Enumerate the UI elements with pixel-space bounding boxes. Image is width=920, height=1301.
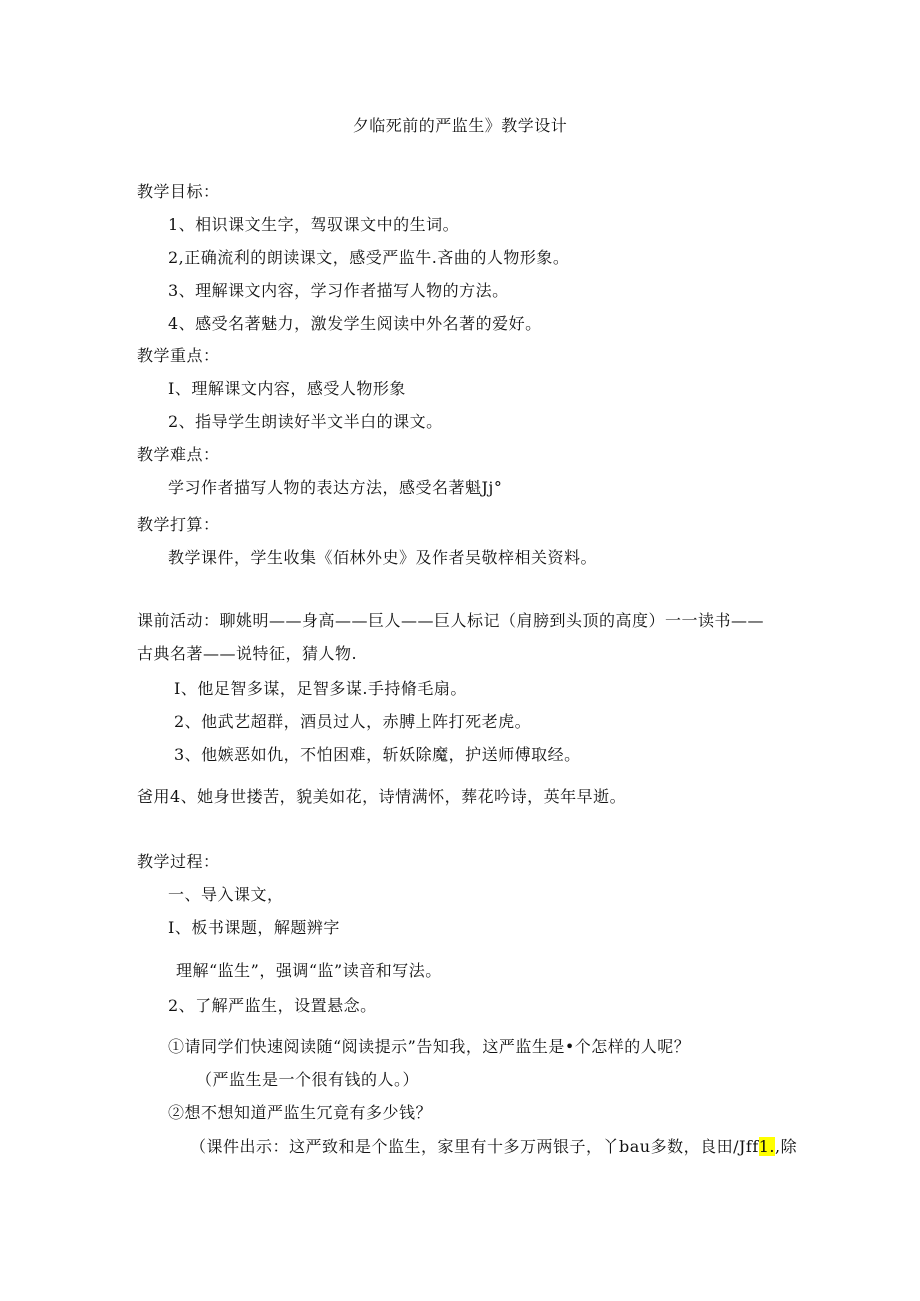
goal-item: 1、相识课文生字，驾驭课文中的生词。: [168, 215, 460, 234]
process-answer: （严监生是一个很有钱的人。）: [196, 1070, 420, 1089]
document-title: 夕临死前的严监生》教学设计: [352, 116, 568, 135]
pre-class-item: 3、他嫉恶如仇，不怕困难，斩妖除魔，护送师傅取经。: [174, 745, 581, 764]
key-points-heading: 教学重点：: [137, 346, 220, 365]
pre-class-item: 爸用4、她身世搂苦，貌美如花，诗情满怀，葬花吟诗，英年早逝。: [137, 787, 627, 806]
process-heading: 教学过程：: [137, 852, 220, 871]
key-point-item: 2、指导学生朗读好半文半白的课文。: [168, 412, 443, 431]
courseware-text-end: ,除: [775, 1137, 798, 1156]
pre-class-line: 古典名著——说特征，猜人物.: [137, 644, 358, 663]
process-step: 2、了解严监生，设置悬念。: [168, 996, 377, 1015]
goals-heading: 教学目标：: [137, 182, 220, 201]
courseware-text: （课件出示：这严致和是个监生，家里有十多万两银子，丫bau多数，良田/Jff: [190, 1137, 759, 1156]
pre-class-item: 2、他武艺超群，酒员过人，赤膊上阵打死老虎。: [174, 712, 532, 731]
process-question: ②想不想知道严监生冗竟有多少钱？: [168, 1103, 433, 1122]
process-section: 一、导入课文，: [168, 885, 284, 904]
goal-item: 3、理解课文内容，学习作者描写人物的方法。: [168, 281, 509, 300]
goal-item: 2,正确流利的朗读课文，感受严监牛.吝曲的人物形象。: [168, 248, 570, 267]
difficulties-heading: 教学难点：: [137, 445, 220, 464]
plan-heading: 教学打算：: [137, 515, 220, 534]
difficulties-text: 学习作者描写人物的表达方法，感受名著魁Jj°: [168, 478, 503, 497]
pre-class-line: 课前活动：聊姚明——身高——巨人——巨人标记（肩膀到头顶的高度）一一读书——: [137, 611, 765, 630]
goal-item: 4、感受名著魅力，激发学生阅读中外名著的爱好。: [168, 314, 542, 333]
key-point-item: I、理解课文内容，感受人物形象: [168, 379, 406, 398]
process-question: ①请同学们快速阅读随“阅读提示”告知我，这严监生是•个怎样的人呢？: [168, 1037, 691, 1056]
process-step-detail: 理解“监生”，强调“监”读音和写法。: [176, 961, 442, 980]
highlighted-text: 1.: [758, 1137, 776, 1156]
process-step: I、板书课题，解题辨字: [168, 918, 340, 937]
pre-class-item: I、他足智多谋，足智多谋.手持脩毛扇。: [174, 679, 467, 698]
plan-text: 教学课件，学生收集《佰林外史》及作者吴敬梓相关资料。: [168, 548, 598, 567]
courseware-line: [190, 1137, 797, 1157]
